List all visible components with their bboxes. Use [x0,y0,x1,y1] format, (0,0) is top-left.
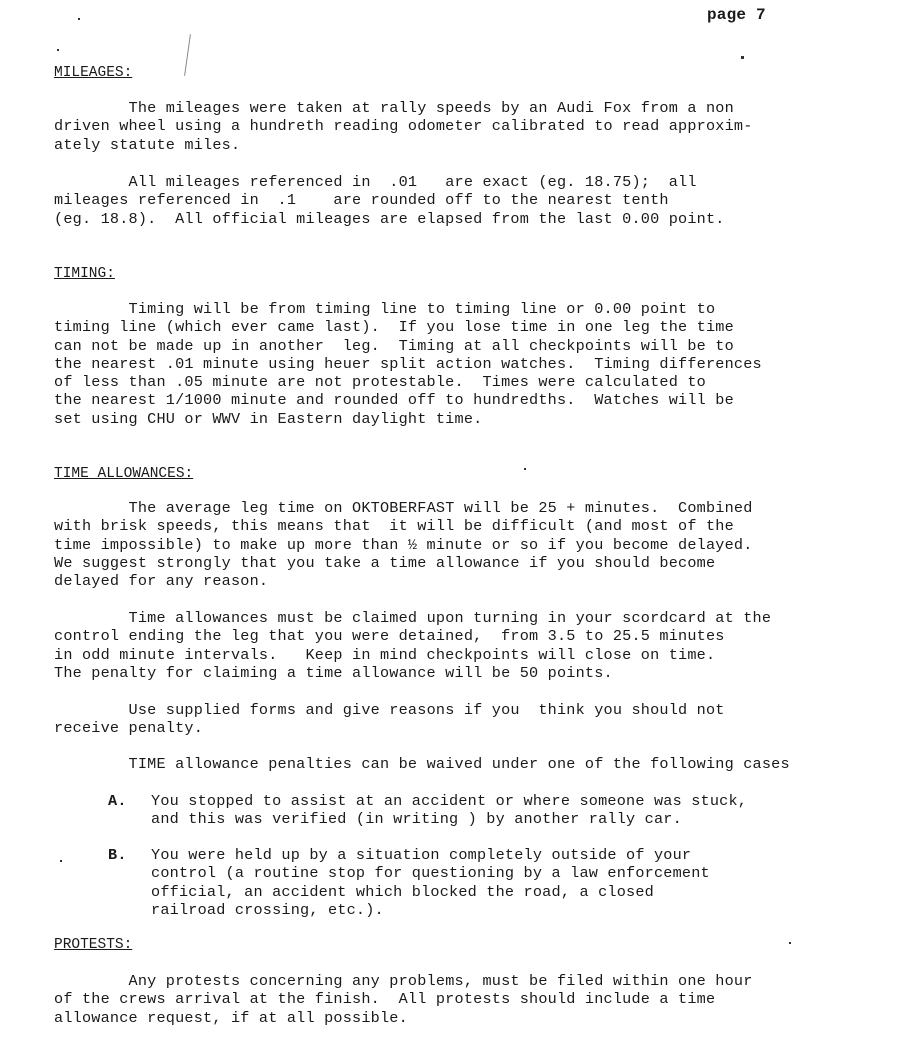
timing-paragraph-1: Timing will be from timing line to timing line or 0.00 point to timing line (which ever came last). If you lose time in one leg the time can not be made up in another leg. Timing at all checkpoints will be to the nearest .01 minute using heuer split action watches. Timing differences of less than .05 minute are not protestable. Times were calculated to the nearest 1/1000 minute and rounded off to hundredths. Watches will be set using CHU or WWV in Eastern daylight time. [54,300,762,428]
mileages-paragraph-1: The mileages were taken at rally speeds by an Audi Fox from a non driven wheel using a hundreth reading odometer calibrated to read approxim- ately statute miles. [54,99,753,154]
page-number: page 7 [707,6,766,24]
list-item-label: B. [108,846,127,864]
scan-speck [57,49,59,51]
scan-speck [524,468,526,470]
section-heading-time-allowances: TIME ALLOWANCES: [54,466,194,482]
scan-speck [78,18,80,20]
section-heading-timing: TIMING: [54,266,115,282]
scan-speck [60,860,62,862]
list-item-text: You were held up by a situation completely outside of your control (a routine stop for questioning by a law enforcement official, an accident which blocked the road, a closed railroad crossing, etc.). [151,846,710,919]
time-allowances-paragraph-1: The average leg time on OKTOBERFAST will be 25 + minutes. Combined with brisk speeds, this means that it will be difficult (and most of the time impossible) to make up more than ½ minute or so if you become delayed. We suggest strongly that you take a time allowance if you should become delayed for any reason. [54,499,753,591]
time-allowances-paragraph-3: Use supplied forms and give reasons if you think you should not receive penalty. [54,701,725,738]
scan-mark [184,34,191,76]
list-item-label: A. [108,792,127,810]
protests-paragraph-1: Any protests concerning any problems, must be filed within one hour of the crews arrival at the finish. All protests should include a time allowance request, if at all possible. [54,972,753,1027]
scan-speck [741,56,744,59]
section-heading-mileages: MILEAGES: [54,65,133,81]
scan-speck [789,942,791,944]
time-allowances-paragraph-2: Time allowances must be claimed upon turning in your scordcard at the control ending the leg that you were detained, from 3.5 to 25.5 minutes in odd minute intervals. Keep in mind checkpoints will close on time. The penalty for claiming a time allowance will be 50 points. [54,609,772,682]
time-allowances-paragraph-4: TIME allowance penalties can be waived under one of the following cases [54,755,790,773]
section-heading-protests: PROTESTS: [54,937,133,953]
list-item-text: You stopped to assist at an accident or where someone was stuck, and this was verified (in writing ) by another rally car. [151,792,748,829]
mileages-paragraph-2: All mileages referenced in .01 are exact (eg. 18.75); all mileages referenced in .1 are rounded off to the nearest tenth (eg. 18.8). All official mileages are elapsed from the last 0.00 point. [54,173,725,228]
